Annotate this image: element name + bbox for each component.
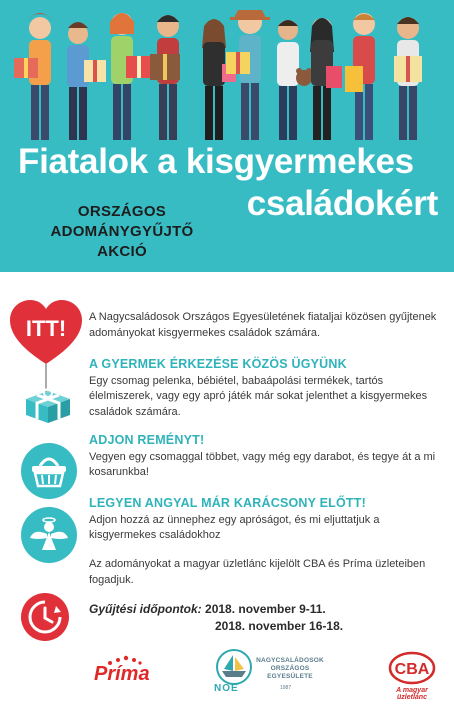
campaign-subtitle [22,202,222,262]
section-angel [89,496,445,544]
people-illustration [0,0,454,150]
section-angel-body: Adjon hozzá az ünnephez egy apróságot, és mi eljuttatjuk a kisgyermekes családokhoz [89,513,380,541]
section-gift-body: Egy csomag pelenka, bébiétel, babaápolási termékek, tartós élelmiszerek, vagy egy apró játék már sokat jelenthet a kisgyermekes családok számára. [89,374,428,418]
subtitle-line2: ADOMÁNYGYŰJTŐ [50,223,194,240]
section-hope-body: Vegyen egy csomaggal többet, vagy még egy darabot, és tegye át a mi kosarunkba! [89,450,436,478]
noe-name: NAGYCSALÁDOSOK ORSZÁGOS EGYESÜLETE [256,657,324,680]
angel-icon [20,506,78,564]
person-8 [310,18,342,140]
noe-ship-icon [212,649,256,685]
prima-logo: Príma [94,663,150,685]
collection-dates [89,601,343,635]
intro-paragraph: A Nagycsaládosok Országos Egyesületének fiataljai közösen gyűjtenek adományokat kisgyermekes családok számára. [89,311,437,339]
subtitle-line1: ORSZÁGOS [77,203,167,220]
person-3 [110,13,152,140]
gift-box-icon [22,385,74,425]
section-angel-heading: LEGYEN ANGYAL MÁR KARÁCSONY ELŐTT! [89,496,366,510]
basket-icon [20,442,78,500]
person-2 [67,22,106,140]
section-gift [89,357,445,420]
noe-year: 1987 [280,685,292,691]
page-title-line1: Fiatalok a kisgyermekes [18,142,414,181]
person-10 [394,17,422,140]
clock-icon [20,592,70,642]
stores-note: Az adományokat a magyar üzletlánc kijelölt CBA és Príma üzleteiben fogadjuk. [89,558,426,586]
subtitle-line3: AKCIÓ [97,243,147,260]
heart-balloon-icon [8,298,84,378]
collection-date-2: 2018. november 16-18. [215,619,344,633]
cba-label: CBA [394,661,430,678]
person-5 [202,19,236,140]
collection-date-1: 2018. november 9-11. [205,602,326,616]
person-4 [150,15,180,140]
noe-abbr: NOE [214,683,239,694]
section-gift-heading: A GYERMEK ÉRKEZÉSE KÖZÖS ÜGYÜNK [89,357,347,371]
cba-tagline: A magyar üzletlánc [396,687,428,701]
sponsor-logos [0,645,454,715]
cba-logo [388,651,436,685]
section-hope-heading: ADJON REMÉNYT! [89,433,205,447]
person-7 [277,20,312,140]
person-1 [14,13,52,140]
collection-row-1 [89,601,343,618]
collection-label: Gyűjtési időpontok: [89,602,202,616]
page-title-line2: családokért [246,184,438,223]
section-hope [89,433,445,481]
hero-banner [0,0,454,272]
itt-label: ITT! [25,316,67,341]
person-9 [345,13,375,140]
